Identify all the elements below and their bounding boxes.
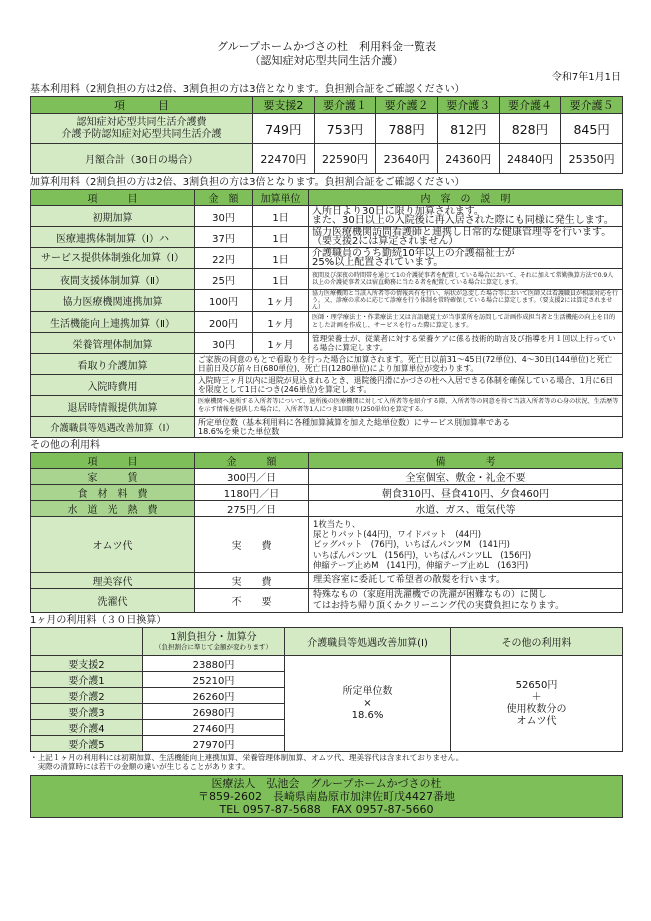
organization-name: 医療法人 弘池会 グループホームかづさの杜: [211, 777, 442, 790]
addition-wide-row: [31, 375, 623, 396]
document-date: 令和7年1月1日: [551, 72, 621, 83]
addition-row: [31, 333, 623, 354]
daily-fee: 753円: [314, 114, 376, 144]
other-name: 理美容代: [31, 573, 195, 589]
addition-desc: 医師・理学療法士・作業療法士又は言語聴覚士が当事業所を訪問して計画作成担当者と生活機能の向上を目的とした計画を作成し、サービスを行った際に算定します。: [309, 312, 623, 333]
addition-desc: 入院時三ヶ月以内に退院が見込まれるとき、退院後円滑にかづさの杜へ入居できる体制を確保している場合、1月に6日を限度として1日につき(246単位)を算定します。: [195, 375, 623, 396]
addition-unit: 1日: [253, 227, 309, 248]
level-header: 要支援2: [253, 97, 315, 114]
daily-fee: 749円: [253, 114, 315, 144]
other-row: [31, 485, 623, 501]
monthly-amount: 25210円: [143, 672, 285, 688]
monthly-amount: 23880円: [143, 656, 285, 672]
monthly-fee: 24840円: [499, 144, 561, 174]
label-line: 介護予防認知症対応型共同生活介護: [61, 128, 222, 140]
footnote-line: 実際の清算時には若干の金額の違いが生じることがあります。: [30, 762, 250, 771]
addition-amount: 200円: [195, 312, 253, 333]
basic-fee-table: [30, 96, 623, 174]
footnote-line: ・上記１ヶ月の利用料には初期加算、生活機能向上連携加算、栄養管理体制加算、オムツ代、理美容代は含まれておりません。: [30, 753, 464, 762]
addition-unit: 1日: [253, 248, 309, 269]
addition-name: 協力医療機関連携加算: [31, 290, 195, 312]
other-amount: 実 費: [195, 573, 309, 589]
addition-desc: 管理栄養士が、従業者に対する栄養ケアに係る技術的助言及び指導を月１回以上行っている場合に算定します。: [309, 333, 623, 354]
addition-desc-header: 内 容 の 説 明: [309, 190, 623, 206]
other-amount: 不 要: [195, 589, 309, 613]
addition-amount: 30円: [195, 333, 253, 354]
addition-row: [31, 269, 623, 290]
addition-name: 医療連携体制加算（Ⅰ）ハ: [31, 227, 195, 248]
addition-fee-table: [30, 189, 623, 438]
monthly-level: 要介護4: [31, 720, 143, 736]
addition-name: 退居時情報提供加算: [31, 396, 195, 417]
daily-fee: 788円: [376, 114, 438, 144]
monthly-level: 要介護3: [31, 704, 143, 720]
page-subtitle: （認知症対応型共同生活介護）: [249, 54, 404, 67]
addition-wide-row: [31, 417, 623, 438]
addition-desc: 協力医療機関訪問看護師と連携し日常的な健康管理等を行います。 （要支援2には算定されません）: [309, 227, 623, 248]
addition-desc: 夜間及び深夜の時間帯を通じて1の介護従事者を配置している場合において、それに加えて常勤換算方法で0.9人以上の介護従事者又は宿直勤務に当たる者を配置している場合に算定します。: [309, 269, 623, 290]
address: 〒859-2602 長崎県南島原市加津佐町戊4427番地: [198, 790, 455, 803]
phone-fax: TEL 0957-87-5688 FAX 0957-87-5660: [219, 803, 434, 816]
monthly-amount: 26260円: [143, 688, 285, 704]
other-amount-header: 金 額: [195, 453, 309, 469]
addition-desc: 介護職員のうち勤続10年以上の介護福祉士が 25%以上配置されています。: [309, 248, 623, 269]
other-row: [31, 573, 623, 589]
other-note: 特殊なもの（家庭用洗濯機での洗濯が困難なもの）に関し てはお持ち帰り頂くかクリーニング代の実費負担になります。: [309, 589, 623, 613]
monthly-col2-header: 介護職員等処遇改善加算(Ⅰ): [285, 628, 451, 656]
addition-item-header: 項 目: [31, 190, 195, 206]
level-header: 要介護３: [437, 97, 499, 114]
addition-desc: ご家族の同意のもとで看取りを行った場合に加算されます。死亡日以前31～45日(72単位)、4～30日(144単位)と死亡日前日及び前々日(680単位)、死亡日(1280単位)により加算単位が変わります。: [195, 354, 623, 375]
monthly-level: 要介護1: [31, 672, 143, 688]
monthly-col1-subtitle: （負担割合に準じて金額が変わります）: [155, 643, 272, 651]
label-line: 認知症対応型共同生活介護費: [76, 116, 207, 128]
basic-monthly-row: [31, 144, 623, 174]
basic-monthly-label: 月額合計（30日の場合）: [31, 144, 253, 174]
page-title: グループホームかづさの杜 利用料金一覧表: [216, 40, 437, 53]
addition-section-title: 加算利用料（2割負担の方は2倍、3割負担の方は3倍となります。負担割合証をご確認ください）: [30, 177, 465, 188]
basic-item-header: 項 目: [31, 97, 253, 114]
other-amount: 275円／日: [195, 501, 309, 517]
addition-amount: 37円: [195, 227, 253, 248]
monthly-col1-title: 1割負担分・加算分: [170, 632, 257, 643]
other-amount: 実 費: [195, 517, 309, 573]
level-header: 要介護５: [561, 97, 623, 114]
monthly-level: 要支援2: [31, 656, 143, 672]
other-section-title: その他の利用料: [30, 440, 100, 451]
monthly-section-title: 1ヶ月の利用料（３０日換算）: [30, 615, 167, 626]
level-header: 要介護４: [499, 97, 561, 114]
monthly-amount: 27970円: [143, 736, 285, 752]
addition-row: [31, 248, 623, 269]
monthly-improvement-formula: 所定単位数 × 18.6%: [285, 656, 451, 752]
level-header: 要介護２: [376, 97, 438, 114]
addition-row: [31, 227, 623, 248]
other-name: 水 道 光 熱 費: [31, 501, 195, 517]
monthly-col1-header: [143, 628, 285, 656]
other-row: [31, 501, 623, 517]
other-item-header: 項 目: [31, 453, 195, 469]
addition-name: 介護職員等処遇改善加算（Ⅰ）: [31, 417, 195, 438]
monthly-fee: 22470円: [253, 144, 315, 174]
monthly-col3-header: その他の利用料: [451, 628, 623, 656]
addition-row: [31, 206, 623, 227]
daily-fee: 828円: [499, 114, 561, 144]
addition-amount: 25円: [195, 269, 253, 290]
addition-amount: 100円: [195, 290, 253, 312]
addition-amount-header: 金 額: [195, 190, 253, 206]
monthly-level: 要介護2: [31, 688, 143, 704]
other-note-header: 備 考: [309, 453, 623, 469]
addition-name: サービス提供体制強化加算（Ⅰ）: [31, 248, 195, 269]
monthly-fee-table: [30, 627, 623, 752]
monthly-fee: 23640円: [376, 144, 438, 174]
addition-desc: 医療機関へ退所する入所者等について、退所後の医療機関に対して入所者等を紹介する際、入所者等の同意を得て当該入所者等の心身の状況、生活歴等を示す情報を提供した場合に、入所者等1人につき1回限り(250単位)を算定する。: [195, 396, 623, 417]
basic-daily-label: [31, 114, 253, 144]
addition-unit: 1ヶ月: [253, 312, 309, 333]
addition-unit: 1日: [253, 206, 309, 227]
other-row: [31, 469, 623, 485]
monthly-corner: [31, 628, 143, 656]
addition-wide-row: [31, 396, 623, 417]
monthly-fee: 22590円: [314, 144, 376, 174]
other-note: 1枚当たり、 尿とりパット(44円)，ワイドパット (44円) ビッグパット (76円)，いちばんパンツM (141円) いちばんパンツL (156円)，いちばんパンツLL (156円) 伸縮テープ止めM (141円)，伸縮テープ止めL (163円): [309, 517, 623, 573]
addition-rows: [31, 206, 623, 438]
other-name: 家 賃: [31, 469, 195, 485]
addition-unit: 1ヶ月: [253, 333, 309, 354]
basic-section-title: 基本利用料（2割負担の方は2倍、3割負担の方は3倍となります。負担割合証をご確認ください）: [30, 84, 465, 95]
addition-amount: 30円: [195, 206, 253, 227]
other-note: 朝食310円、昼食410円、夕食460円: [309, 485, 623, 501]
addition-desc: 入所日より30日に限り加算されます。 また、30日以上の入院後に再入居された際にも同様に発生します。: [309, 206, 623, 227]
monthly-other-fees: 52650円 ＋ 使用枚数分の オムツ代: [451, 656, 623, 752]
other-amount: 1180円／日: [195, 485, 309, 501]
addition-wide-row: [31, 354, 623, 375]
monthly-row: [31, 656, 623, 672]
addition-desc: 所定単位数（基本利用料に各種加算減算を加えた総単位数）にサービス別加算率である 18.6%を乗じた単位数: [195, 417, 623, 438]
other-header-row: [31, 453, 623, 469]
addition-name: 看取り介護加算: [31, 354, 195, 375]
addition-name: 栄養管理体制加算: [31, 333, 195, 354]
monthly-amount: 26980円: [143, 704, 285, 720]
addition-name: 生活機能向上連携加算（Ⅱ）: [31, 312, 195, 333]
addition-desc: 協力医療機関と当該入所者等の情報共有を行い、病状が急変した場合等において医師又は看護職員が相談対応を行う。又、診療の求めに応じて診療を行う体制を常時確保している場合に算定します。（要支援2には算定されません）: [309, 290, 623, 312]
monthly-header-row: [31, 628, 623, 656]
addition-name: 夜間支援体制加算（Ⅱ）: [31, 269, 195, 290]
other-row-diapers: [31, 517, 623, 573]
monthly-fee: 24360円: [437, 144, 499, 174]
addition-unit-header: 加算単位: [253, 190, 309, 206]
addition-name: 入院時費用: [31, 375, 195, 396]
contact-footer: [30, 775, 623, 818]
addition-header-row: [31, 190, 623, 206]
monthly-fee: 25350円: [561, 144, 623, 174]
daily-fee: 812円: [437, 114, 499, 144]
other-note: 理美容室に委託して希望者の散髪を行います。: [309, 573, 623, 589]
other-name: オムツ代: [31, 517, 195, 573]
basic-daily-row: [31, 114, 623, 144]
monthly-level: 要介護5: [31, 736, 143, 752]
addition-row: [31, 290, 623, 312]
daily-fee: 845円: [561, 114, 623, 144]
other-name: 食 材 料 費: [31, 485, 195, 501]
other-note: 全室個室、敷金・礼金不要: [309, 469, 623, 485]
other-row: [31, 589, 623, 613]
addition-unit: 1ヶ月: [253, 290, 309, 312]
other-amount: 300円／日: [195, 469, 309, 485]
basic-header-row: [31, 97, 623, 114]
addition-amount: 22円: [195, 248, 253, 269]
other-note: 水道、ガス、電気代等: [309, 501, 623, 517]
footnotes: [30, 753, 623, 771]
level-header: 要介護１: [314, 97, 376, 114]
addition-name: 初期加算: [31, 206, 195, 227]
monthly-amount: 27460円: [143, 720, 285, 736]
other-name: 洗濯代: [31, 589, 195, 613]
addition-unit: 1日: [253, 269, 309, 290]
other-fee-table: [30, 452, 623, 613]
addition-row: [31, 312, 623, 333]
